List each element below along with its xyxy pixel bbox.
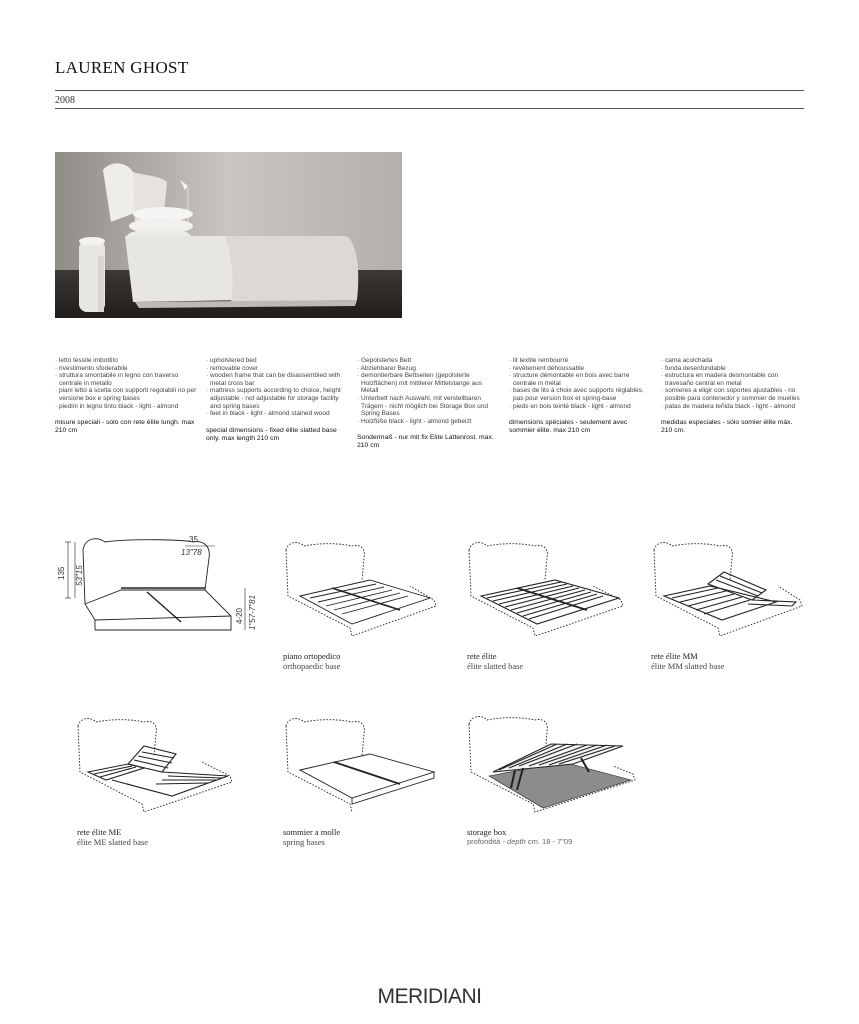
feature-item: · bases de lits à choix avec supports réglables, pas pour version box et spring-base — [509, 387, 653, 402]
feature-list-de — [357, 357, 501, 425]
feature-item: · rivestimento sfoderabile — [55, 365, 199, 373]
variant-subtitle: orthopaedic base — [283, 661, 341, 671]
feature-item: · patas de madera teñida black - light - almond — [661, 403, 805, 411]
variant-name: storage box — [467, 827, 507, 837]
feature-item: · somieres a eligir con soportes ajustables - no posible para contenedor y sommier de muelles — [661, 387, 805, 402]
variant-subtitle: élite MM slatted base — [651, 661, 725, 671]
elite-me-slatted-base-drawing — [72, 716, 242, 816]
spring-bases-drawing — [280, 716, 440, 816]
variant-subtitle: élite ME slatted base — [77, 837, 149, 847]
header-rule-bottom — [55, 108, 804, 109]
feature-item: · Holzfüße black - light - almond gebeizt — [357, 418, 501, 426]
column-it — [55, 357, 199, 435]
feature-item: · feet in black - light - almond stained wood — [206, 410, 350, 418]
special-dimensions-fr: dimensions spéciales - seulement avec sommier élite. max 210 cm — [509, 419, 628, 435]
feature-list-it — [55, 357, 199, 410]
page-title: LAUREN GHOST — [55, 58, 189, 77]
feature-item: · cama acolchada — [661, 357, 805, 365]
orthopaedic-base-drawing — [280, 540, 440, 640]
feature-item: · Unterbett nach Auswahl, mit verstellbaren Trägern - nicht möglich bei Storage Box und Spring Bases — [357, 395, 501, 418]
product-photo — [55, 152, 402, 318]
variant-caption-elite-mm — [651, 651, 724, 671]
feature-item: · piani letto a scelta con supporti regolabili no per versione box e spring bases — [55, 387, 199, 402]
feature-list-fr — [509, 357, 653, 410]
feature-item: · letto tessile imbottito — [55, 357, 199, 365]
column-en — [206, 357, 350, 443]
dim-width-top-in: 13"78 — [181, 548, 202, 557]
variant-caption-storage — [467, 827, 572, 847]
variant-name: piano ortopedico — [283, 651, 341, 661]
feature-item: · funda desenfundable — [661, 365, 805, 373]
special-dimensions-de: Sondermaß - nur mit fix Elite Lattenrost. max. 210 cm — [357, 434, 494, 450]
variant-subtitle: élite slatted base — [467, 661, 524, 671]
feature-item: · Abziehbarer Bezug — [357, 365, 501, 373]
feature-item: · lit textile rembourré — [509, 357, 653, 365]
special-dimensions-it: misure speciali - solo con rete élite lungh. max 210 cm — [55, 419, 195, 435]
storage-box-drawing — [463, 710, 643, 820]
dim-height-right: 4-20 — [235, 607, 244, 624]
elite-slatted-base-drawing — [463, 540, 633, 640]
feature-item: · demontierbare Bettseiten (gepolsterte Holzflächen) mit mittlerer Mittelstange aus Metall — [357, 372, 501, 395]
feature-list-en — [206, 357, 350, 418]
year-label: 2008 — [55, 95, 75, 106]
variant-subtitle: spring bases — [283, 837, 325, 847]
dim-width-top: 35 — [189, 535, 198, 544]
variant-caption-elite — [467, 651, 523, 671]
feature-item: · revêtement déhoussable — [509, 365, 653, 373]
feature-item: · estructura en madera desmontable con travesaño central en metal — [661, 372, 805, 387]
feature-item: · struttura smontabile in legno con traverso centrale in metallo — [55, 372, 199, 387]
feature-list-es — [661, 357, 805, 410]
feature-item: · removable cover — [206, 365, 350, 373]
variant-name: rete élite — [467, 651, 497, 661]
depth-suffix: cm. 18 - 7"09 — [525, 837, 573, 846]
feature-item: · piedini in legno tinto black - light - almond — [55, 403, 199, 411]
brand-logo: MERIDIANI — [377, 985, 482, 1008]
variant-name: sommier a molle — [283, 827, 341, 837]
dimension-drawing — [55, 530, 275, 640]
depth-italic: depth — [507, 837, 526, 846]
feature-item: · pieds en bois teinté black - light - almond — [509, 403, 653, 411]
special-dimensions-en: special dimensions - fixed élite slatted base only. max length 210 cm — [206, 426, 337, 442]
variant-name: rete élite ME — [77, 827, 122, 837]
feature-item: · Gepolstertes Bett — [357, 357, 501, 365]
feature-item: · upholstered bed — [206, 357, 350, 365]
column-de — [357, 357, 501, 450]
variant-name: rete élite MM — [651, 651, 698, 661]
special-dimensions-es: medidas especiales - sólo somier élite máx. 210 cm. — [661, 419, 793, 435]
feature-item: · mattress supports according to choice, height adjustable - not adjustable for storage facility and spring bases — [206, 387, 350, 410]
variant-caption-spring — [283, 827, 340, 847]
dim-height-left: 135 — [57, 566, 66, 580]
dim-height-left-in: 53"15 — [75, 565, 84, 586]
column-fr — [509, 357, 653, 435]
variant-caption-elite-me — [77, 827, 148, 847]
variant-depth — [467, 837, 572, 847]
variant-caption-orthopaedic — [283, 651, 340, 671]
column-es — [661, 357, 805, 435]
header-rule-top — [55, 90, 804, 91]
feature-item: · structure démontable en bois avec barre centrale in métal — [509, 372, 653, 387]
elite-mm-slatted-base-drawing — [648, 540, 808, 640]
depth-prefix: profondità - — [467, 837, 508, 846]
dim-height-right-in: 1"57-7"81 — [248, 594, 257, 630]
feature-item: · wooden frame that can be disassembled with metal cross bar — [206, 372, 350, 387]
